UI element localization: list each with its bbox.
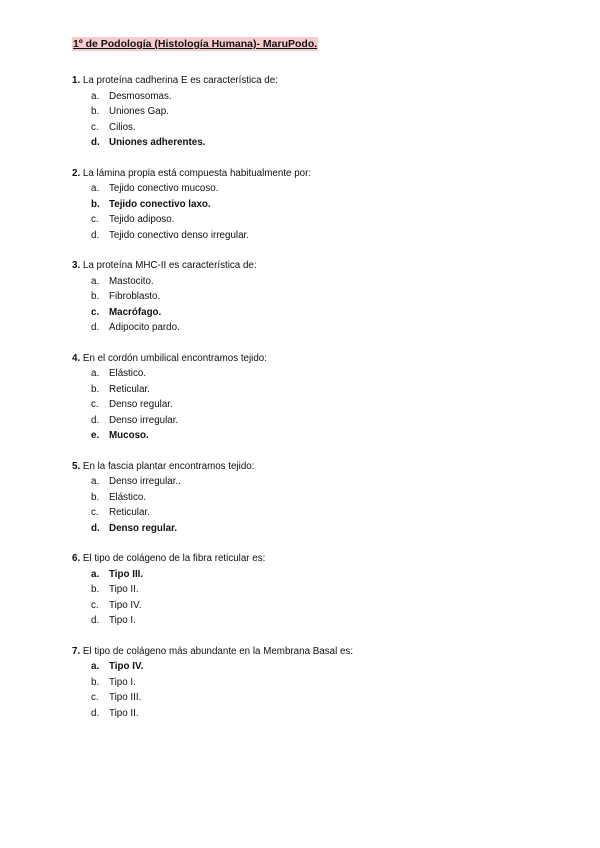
option-item xyxy=(72,228,552,244)
question-6 xyxy=(72,551,552,629)
option-text: Denso regular. xyxy=(109,522,178,534)
question-prompt: La lámina propia está compuesta habitualmente por: xyxy=(82,167,312,179)
option-letter: a. xyxy=(91,275,100,287)
option-item xyxy=(72,490,552,506)
question-number: 2. xyxy=(72,167,81,179)
option-item xyxy=(72,89,552,105)
question-text xyxy=(72,351,552,367)
option-text: Tejido adiposo. xyxy=(109,214,175,225)
option-letter: c. xyxy=(91,507,99,518)
option-list xyxy=(72,474,552,536)
option-item-correct xyxy=(72,567,552,583)
option-letter: a. xyxy=(91,183,100,194)
option-list xyxy=(72,89,552,151)
option-letter: c. xyxy=(91,121,99,133)
option-item xyxy=(72,397,552,413)
option-text: Tipo II. xyxy=(109,707,139,719)
option-text: Tipo II. xyxy=(109,584,139,595)
option-text: Desmosomas. xyxy=(109,90,172,102)
option-letter: a. xyxy=(91,661,100,672)
option-letter: c. xyxy=(91,306,100,318)
option-letter: c. xyxy=(91,692,99,703)
question-text xyxy=(72,459,552,475)
question-prompt: El tipo de colágeno de la fibra reticular es: xyxy=(82,553,266,564)
question-text xyxy=(72,644,552,660)
question-prompt: En el cordón umbilical encontramos tejido: xyxy=(82,352,267,364)
option-text: Denso irregular. xyxy=(109,414,179,426)
option-list xyxy=(72,181,552,243)
question-list xyxy=(72,73,552,736)
question-prompt: El tipo de colágeno más abundante en la Membrana Basal es: xyxy=(82,645,354,657)
option-text: Elástico. xyxy=(109,491,147,503)
option-text: Tejido conectivo mucoso. xyxy=(109,183,219,194)
option-text: Mucoso. xyxy=(109,430,149,441)
option-letter: b. xyxy=(91,676,100,688)
option-text: Elástico. xyxy=(109,368,147,379)
option-letter: d. xyxy=(91,137,100,148)
option-letter: d. xyxy=(91,414,100,426)
option-letter: c. xyxy=(91,599,99,611)
option-letter: b. xyxy=(91,291,100,302)
option-letter: e. xyxy=(91,430,100,441)
option-list xyxy=(72,567,552,629)
option-letter: b. xyxy=(91,198,100,210)
question-3 xyxy=(72,258,552,336)
option-item xyxy=(72,181,552,197)
option-text: Tipo IV. xyxy=(109,599,142,611)
option-letter: a. xyxy=(91,476,100,487)
option-item-correct xyxy=(72,521,552,537)
option-letter: b. xyxy=(91,584,100,595)
option-item xyxy=(72,413,552,429)
option-text: Cilios. xyxy=(109,121,136,133)
question-number: 3. xyxy=(72,260,81,271)
question-number: 5. xyxy=(72,460,81,472)
question-text xyxy=(72,551,552,567)
option-text: Uniones Gap. xyxy=(109,106,169,117)
document-title: 1º de Podología (Histología Humana)- MaruPodo. xyxy=(73,38,318,50)
option-letter: c. xyxy=(91,214,99,225)
question-number: 1. xyxy=(72,75,81,86)
question-number: 4. xyxy=(72,352,81,364)
option-item xyxy=(72,289,552,305)
option-item xyxy=(72,505,552,521)
option-list xyxy=(72,274,552,336)
option-letter: b. xyxy=(91,106,100,117)
option-item xyxy=(72,104,552,120)
option-letter: d. xyxy=(91,522,100,534)
option-letter: d. xyxy=(91,229,100,241)
option-text: Uniones adherentes. xyxy=(109,137,206,148)
option-letter: b. xyxy=(91,491,100,503)
option-letter: a. xyxy=(91,368,100,379)
option-item xyxy=(72,706,552,722)
option-item xyxy=(72,690,552,706)
option-text: Reticular. xyxy=(109,507,150,518)
option-item-correct xyxy=(72,305,552,321)
option-item xyxy=(72,474,552,490)
option-text: Macrófago. xyxy=(109,306,162,318)
option-text: Mastocito. xyxy=(109,275,154,287)
question-1 xyxy=(72,73,552,151)
option-list xyxy=(72,366,552,444)
option-letter: a. xyxy=(91,90,100,102)
question-text xyxy=(72,166,552,182)
option-item xyxy=(72,120,552,136)
option-item xyxy=(72,320,552,336)
option-item xyxy=(72,598,552,614)
option-item xyxy=(72,582,552,598)
question-text xyxy=(72,258,552,274)
question-prompt: En la fascia plantar encontramos tejido: xyxy=(82,460,255,472)
option-text: Tejido conectivo laxo. xyxy=(109,198,211,210)
option-item-correct xyxy=(72,197,552,213)
option-letter: d. xyxy=(91,615,100,626)
option-text: Adipocito pardo. xyxy=(109,322,180,333)
option-text: Tipo I. xyxy=(109,615,136,626)
option-text: Tejido conectivo denso irregular. xyxy=(109,229,249,241)
question-4 xyxy=(72,351,552,444)
option-text: Reticular. xyxy=(109,383,150,395)
option-item-correct xyxy=(72,428,552,444)
option-item xyxy=(72,675,552,691)
option-letter: a. xyxy=(91,568,100,580)
question-2 xyxy=(72,166,552,244)
question-7 xyxy=(72,644,552,722)
option-text: Fibroblasto. xyxy=(109,291,161,302)
option-list xyxy=(72,659,552,721)
option-item xyxy=(72,274,552,290)
question-number: 6. xyxy=(72,553,81,564)
question-5 xyxy=(72,459,552,537)
option-item xyxy=(72,366,552,382)
question-text xyxy=(72,73,552,89)
option-item-correct xyxy=(72,135,552,151)
option-letter: b. xyxy=(91,383,100,395)
option-letter: c. xyxy=(91,399,99,410)
option-letter: d. xyxy=(91,707,100,719)
question-prompt: La proteína cadherina E es característica de: xyxy=(82,75,278,86)
option-item-correct xyxy=(72,659,552,675)
option-letter: d. xyxy=(91,322,100,333)
option-text: Tipo I. xyxy=(109,676,136,688)
question-prompt: La proteína MHC-II es característica de: xyxy=(82,260,257,271)
option-text: Tipo IV. xyxy=(109,661,144,672)
option-text: Tipo III. xyxy=(109,692,142,703)
option-text: Denso regular. xyxy=(109,399,173,410)
option-item xyxy=(72,382,552,398)
option-item xyxy=(72,212,552,228)
option-text: Tipo III. xyxy=(109,568,144,580)
option-item xyxy=(72,613,552,629)
question-number: 7. xyxy=(72,645,81,657)
option-text: Denso irregular.. xyxy=(109,476,181,487)
